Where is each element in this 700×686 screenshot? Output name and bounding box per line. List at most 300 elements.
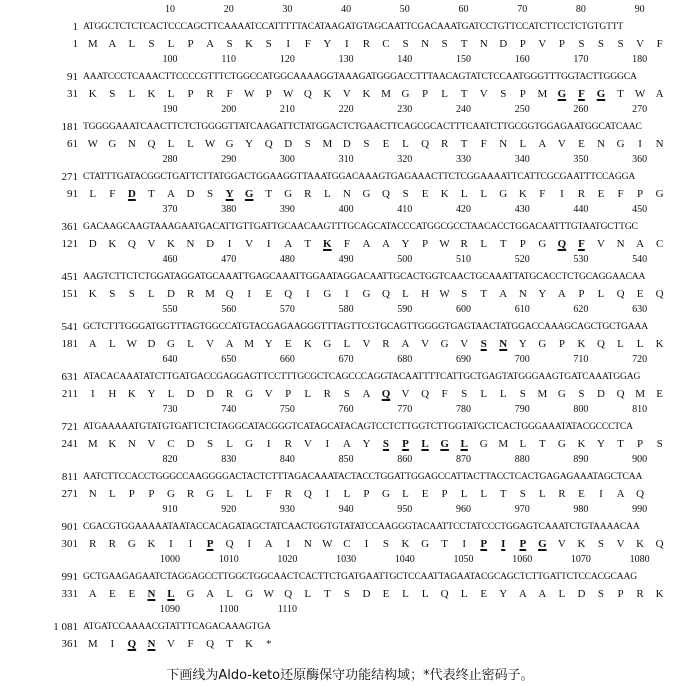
residue: S	[402, 38, 409, 50]
position-tick: 180	[632, 54, 648, 65]
position-tick: 500	[397, 254, 413, 265]
residue: Q	[225, 538, 234, 550]
residue: L	[499, 388, 507, 400]
residue: W	[243, 88, 255, 100]
residue: E	[578, 138, 585, 150]
residue: L	[108, 338, 116, 350]
residue: K	[577, 438, 586, 450]
amino-acid-sequence	[83, 488, 683, 500]
nucleotide-sequence: ATGATCCAAAACGTATTTCAGACAAAGTGA	[83, 621, 271, 632]
residue: L	[558, 588, 566, 600]
residue: N	[499, 138, 508, 150]
residue: M	[87, 638, 98, 650]
residue: L	[402, 488, 409, 500]
residue: Q	[440, 588, 449, 600]
residue: G	[166, 338, 175, 350]
conserved-residue: N	[147, 588, 156, 600]
position-tick: 900	[632, 454, 648, 465]
position-tick: 950	[397, 504, 413, 515]
position-ruler	[0, 154, 700, 166]
residue: L	[480, 188, 488, 200]
residue: K	[323, 88, 332, 100]
position-tick: 410	[397, 204, 413, 215]
nucleotide-sequence: CTATTTGATACGGCTGATTCTTATGGACTGGAAGGTTAAATGGACAAAGTGAGAAACTTCTCGGAAAATTCATTCGCGAATTTCCAGGA	[83, 171, 636, 182]
amino-acid-sequence	[83, 538, 683, 550]
residue: D	[342, 138, 351, 150]
position-tick: 190	[162, 104, 178, 115]
conserved-residue: N	[147, 638, 156, 650]
residue: A	[538, 138, 547, 150]
residue: I	[227, 238, 232, 250]
residue: T	[480, 288, 488, 300]
residue: C	[382, 38, 390, 50]
residue: K	[147, 538, 156, 550]
residue: I	[345, 38, 349, 50]
nucleotide-sequence: ATGAAAAATGTATGTGATTCTCTAGGCATACGGGTCATAGCATACAGTCCTCTTGGTCTTGGTATGCTCACTGGGAAATATACGCCCTCA	[83, 421, 633, 432]
residue: Q	[206, 638, 215, 650]
residue: L	[636, 338, 644, 350]
position-tick: 710	[573, 354, 589, 365]
position-tick: 280	[162, 154, 178, 165]
residue: A	[499, 288, 508, 300]
amino-acid-sequence	[83, 88, 683, 100]
nucleotide-index: 91	[67, 71, 78, 83]
residue: S	[206, 188, 214, 200]
position-tick: 320	[397, 154, 413, 165]
position-tick: 40	[341, 4, 352, 15]
residue: R	[636, 588, 644, 600]
residue: L	[226, 588, 233, 600]
residue: D	[499, 38, 508, 50]
residue: V	[597, 238, 605, 250]
residue: V	[166, 638, 175, 650]
position-tick: 1090	[160, 604, 180, 615]
position-tick: 660	[279, 354, 295, 365]
residue: K	[245, 38, 254, 50]
residue: L	[187, 338, 194, 350]
amino-acid-sequence	[83, 388, 683, 400]
residue: V	[362, 338, 371, 350]
conserved-residue: G	[557, 88, 567, 100]
residue: G	[538, 338, 547, 350]
residue: I	[286, 538, 291, 550]
position-tick: 580	[338, 304, 354, 315]
residue: W	[263, 588, 274, 600]
residue: A	[166, 188, 175, 200]
position-tick: 310	[338, 154, 354, 165]
residue: A	[616, 488, 625, 500]
residue: R	[362, 38, 371, 50]
residue: G	[245, 438, 254, 450]
residue: N	[88, 488, 97, 500]
position-tick: 220	[338, 104, 354, 115]
position-tick: 1110	[277, 604, 298, 615]
residue: K	[655, 588, 664, 600]
residue: R	[89, 538, 97, 550]
conserved-residue: P	[206, 538, 214, 550]
amino-acid-index: 331	[61, 588, 78, 600]
amino-acid-index: 271	[61, 488, 78, 500]
residue: D	[88, 238, 97, 250]
residue: S	[461, 388, 468, 400]
residue: F	[265, 488, 272, 500]
position-tick: 570	[279, 304, 295, 315]
residue: L	[402, 288, 409, 300]
residue: I	[247, 538, 251, 550]
residue: R	[225, 388, 234, 400]
residue: N	[127, 438, 136, 450]
residue: R	[460, 238, 468, 250]
residue: K	[127, 388, 136, 400]
position-tick: 680	[397, 354, 413, 365]
residue: P	[128, 488, 135, 500]
residue: T	[460, 38, 468, 50]
amino-acid-sequence	[83, 438, 683, 450]
conserved-residue: G	[596, 88, 606, 100]
conserved-residue: L	[167, 588, 175, 600]
residue: A	[382, 238, 390, 250]
residue: E	[421, 488, 429, 500]
residue: Y	[245, 138, 254, 150]
residue: V	[538, 38, 547, 50]
residue: F	[226, 88, 233, 100]
nucleotide-sequence: AAGTCTTCTCTGGATAGGATGCAAATTGAGCAAATTGGAATAGGACAATTGCACTGGTCAACTGCAAATTATGCACCTCTGCAGGAACAA	[83, 271, 646, 282]
residue: I	[266, 238, 271, 250]
residue: N	[421, 38, 430, 50]
residue: Q	[303, 488, 312, 500]
position-tick: 990	[632, 504, 648, 515]
residue: A	[518, 588, 527, 600]
residue: M	[87, 438, 98, 450]
sequence-block	[0, 604, 700, 671]
position-ruler	[0, 54, 700, 66]
residue: Q	[284, 288, 293, 300]
position-tick: 160	[514, 54, 530, 65]
position-tick: 880	[514, 454, 530, 465]
residue: P	[285, 388, 292, 400]
position-tick: 20	[223, 4, 234, 15]
position-ruler	[0, 354, 700, 366]
residue: L	[441, 88, 448, 100]
residue: G	[166, 488, 175, 500]
residue: S	[226, 38, 233, 50]
residue: T	[304, 238, 312, 250]
residue: T	[148, 188, 155, 200]
residue: Y	[147, 388, 156, 400]
position-tick: 810	[632, 404, 648, 415]
residue: A	[206, 588, 215, 600]
nucleotide-index: 361	[61, 221, 78, 233]
residue: Y	[264, 338, 273, 350]
residue: M	[87, 38, 98, 50]
position-tick: 930	[279, 504, 295, 515]
residue: S	[441, 38, 448, 50]
residue: L	[226, 438, 233, 450]
residue: M	[205, 288, 215, 300]
residue: V	[264, 388, 273, 400]
residue: W	[439, 238, 450, 250]
conserved-residue: Q	[557, 238, 567, 250]
position-tick: 300	[279, 154, 295, 165]
amino-acid-sequence	[83, 138, 683, 150]
nucleotide-sequence: ATGGCTCTCTCACTCCCAGCTTCAAAATCCATTTTTACATAAGATGTAGCAATTCGACAAATGATCCTGTTCCATCTTCCTCTGTGTTT	[83, 21, 624, 32]
residue: H	[421, 288, 430, 300]
residue: L	[402, 138, 409, 150]
position-tick: 450	[632, 204, 648, 215]
residue: G	[421, 538, 430, 550]
amino-acid-sequence	[83, 638, 683, 650]
residue: P	[637, 438, 644, 450]
position-ruler	[0, 604, 700, 616]
residue: P	[558, 338, 565, 350]
position-tick: 130	[338, 54, 354, 65]
residue: M	[537, 88, 548, 100]
residue: G	[440, 338, 449, 350]
position-tick: 1030	[336, 554, 357, 565]
conserved-residue: F	[578, 238, 585, 250]
residue: G	[499, 188, 508, 200]
position-tick: 290	[221, 154, 237, 165]
amino-acid-sequence	[83, 38, 683, 50]
residue: Q	[616, 388, 625, 400]
residue: A	[557, 288, 566, 300]
residue: S	[128, 288, 135, 300]
residue: K	[245, 638, 254, 650]
residue: K	[166, 238, 175, 250]
position-tick: 70	[517, 4, 528, 15]
position-tick: 200	[221, 104, 237, 115]
residue: E	[108, 588, 116, 600]
residue: Y	[518, 338, 527, 350]
amino-acid-index: 151	[61, 288, 78, 300]
amino-acid-index: 91	[67, 188, 78, 200]
residue: K	[655, 338, 664, 350]
residue: T	[617, 438, 624, 450]
residue: E	[421, 188, 429, 200]
residue: N	[342, 188, 351, 200]
conserved-residue: G	[538, 538, 547, 550]
residue: R	[284, 438, 292, 450]
position-ruler	[0, 254, 700, 266]
conserved-residue: Q	[127, 638, 137, 650]
position-tick: 50	[399, 4, 410, 15]
nucleotide-index: 901	[61, 521, 78, 533]
nucleotide-sequence: GCTCTTTGGGATGGTTTAGTGGCCATGTACGAGAAGGGTTTAGTTCGTGCAGTTGGGGTGAGTAACTATGGACCAAAGCAGCTGCTGAAA	[83, 321, 648, 332]
conserved-residue: Y	[225, 188, 234, 200]
residue: R	[108, 538, 116, 550]
amino-acid-index: 121	[61, 238, 78, 250]
residue: S	[597, 38, 605, 50]
position-tick: 1100	[218, 604, 239, 615]
residue: S	[382, 538, 390, 550]
position-ruler	[0, 504, 700, 516]
position-tick: 360	[632, 154, 648, 165]
residue: A	[362, 238, 371, 250]
residue: Q	[421, 388, 430, 400]
residue: F	[480, 138, 487, 150]
residue: G	[479, 438, 488, 450]
position-tick: 530	[573, 254, 589, 265]
nucleotide-index: 451	[61, 271, 78, 283]
residue: F	[441, 388, 448, 400]
residue: F	[304, 38, 311, 50]
residue: P	[187, 88, 194, 100]
residue: K	[518, 188, 527, 200]
residue: W	[87, 138, 98, 150]
position-tick: 1010	[218, 554, 239, 565]
residue: G	[245, 388, 254, 400]
amino-acid-index: 181	[61, 338, 78, 350]
position-tick: 600	[456, 304, 471, 315]
residue: I	[169, 538, 173, 550]
residue: D	[147, 338, 156, 350]
residue: L	[538, 488, 546, 500]
residue: H	[108, 388, 117, 400]
position-tick: 980	[573, 504, 589, 515]
position-tick: 370	[162, 204, 178, 215]
residue: V	[147, 438, 156, 450]
residue: E	[265, 288, 273, 300]
residue: Q	[284, 588, 293, 600]
residue: I	[364, 538, 369, 550]
residue: I	[110, 638, 115, 650]
residue: M	[498, 438, 509, 450]
residue: P	[617, 588, 624, 600]
position-ruler	[0, 204, 700, 216]
position-tick: 430	[514, 204, 530, 215]
residue: P	[637, 188, 644, 200]
residue: S	[148, 38, 155, 50]
residue: G	[401, 88, 410, 100]
position-tick: 390	[279, 204, 295, 215]
position-tick: 250	[514, 104, 530, 115]
nucleotide-sequence: CGACGTGGAAAAATAATACCACAGATAGCTATCAACTGGTGTATATCCAAGGGTACAATTCCTATCCCTGGAGTCAAATCTGTAAAACAA	[83, 521, 640, 532]
residue: C	[343, 538, 351, 550]
residue: C	[655, 238, 664, 250]
position-tick: 830	[221, 454, 237, 465]
nucleotide-index: 631	[61, 371, 78, 383]
residue: I	[325, 438, 330, 450]
residue: V	[206, 338, 215, 350]
residue: S	[304, 138, 311, 150]
conserved-residue: G	[440, 438, 449, 450]
residue: A	[636, 238, 645, 250]
residue: F	[187, 638, 194, 650]
residue: L	[460, 588, 468, 600]
residue: G	[323, 338, 332, 350]
residue: T	[499, 238, 507, 250]
residue: I	[266, 438, 271, 450]
residue: R	[440, 138, 449, 150]
position-tick: 90	[634, 4, 645, 15]
residue: L	[226, 488, 233, 500]
nucleotide-index: 271	[61, 171, 78, 183]
residue: A	[225, 338, 234, 350]
amino-acid-index: 241	[61, 438, 78, 450]
residue: S	[597, 588, 605, 600]
position-tick: 490	[338, 254, 354, 265]
position-tick: 770	[397, 404, 413, 415]
residue: I	[599, 488, 603, 500]
residue: E	[656, 388, 663, 400]
residue: L	[519, 438, 527, 450]
amino-acid-sequence	[83, 238, 683, 250]
residue: R	[206, 88, 214, 100]
conserved-residue: Q	[381, 388, 391, 400]
residue: A	[88, 588, 97, 600]
position-tick: 470	[221, 254, 237, 265]
residue: W	[322, 538, 333, 550]
residue: V	[557, 138, 566, 150]
residue: Q	[616, 288, 625, 300]
position-tick: 550	[162, 304, 178, 315]
position-tick: 890	[573, 454, 589, 465]
position-tick: 650	[221, 354, 237, 365]
residue: Q	[127, 238, 136, 250]
residue: K	[88, 288, 97, 300]
residue: N	[303, 538, 312, 550]
position-tick: 720	[632, 354, 648, 365]
residue: S	[461, 288, 468, 300]
residue: L	[597, 288, 605, 300]
conserved-residue: F	[578, 88, 585, 100]
residue: N	[127, 138, 136, 150]
residue: G	[655, 188, 664, 200]
position-tick: 1040	[394, 554, 415, 565]
figure-caption: 下画线为Aldo-keto还原酶保守功能结构域；*代表终止密码子。	[166, 668, 534, 683]
residue: L	[167, 138, 175, 150]
position-tick: 750	[279, 404, 295, 415]
residue: L	[167, 38, 175, 50]
residue: A	[264, 538, 273, 550]
nucleotide-sequence: GCTGAAGAGAATCTAGGAGCCTTGGCTGGCAACTCACTTCTGATGAATTGCTCCAATTAGAATACGCAGCTCTTGATTCTCCACGCAAG	[83, 571, 637, 582]
residue: G	[323, 288, 332, 300]
residue: S	[617, 38, 624, 50]
residue: Q	[636, 488, 645, 500]
position-tick: 800	[573, 404, 589, 415]
residue: Q	[655, 538, 664, 550]
conserved-residue: P	[402, 438, 409, 450]
nucleotide-index: 721	[61, 421, 78, 433]
conserved-residue: L	[421, 438, 429, 450]
residue: T	[441, 538, 448, 550]
residue: Q	[382, 188, 390, 200]
position-tick: 780	[456, 404, 471, 415]
residue: E	[128, 588, 136, 600]
conserved-residue: K	[323, 238, 332, 250]
residue: I	[345, 288, 349, 300]
residue: P	[519, 38, 526, 50]
position-ruler	[0, 304, 700, 316]
residue: M	[635, 388, 645, 400]
position-tick: 620	[573, 304, 589, 315]
residue: P	[187, 38, 194, 50]
position-tick: 1000	[160, 554, 180, 565]
residue: V	[303, 438, 312, 450]
residue: E	[578, 488, 585, 500]
position-tick: 420	[456, 204, 471, 215]
position-tick: 640	[162, 354, 178, 365]
residue: L	[343, 338, 351, 350]
amino-acid-index: 61	[67, 138, 78, 150]
nucleotide-index: 541	[61, 321, 78, 333]
residue: Y	[597, 438, 605, 450]
residue: G	[186, 588, 195, 600]
residue: I	[188, 538, 193, 550]
residue: P	[363, 488, 370, 500]
residue: S	[578, 38, 585, 50]
residue: L	[460, 188, 468, 200]
